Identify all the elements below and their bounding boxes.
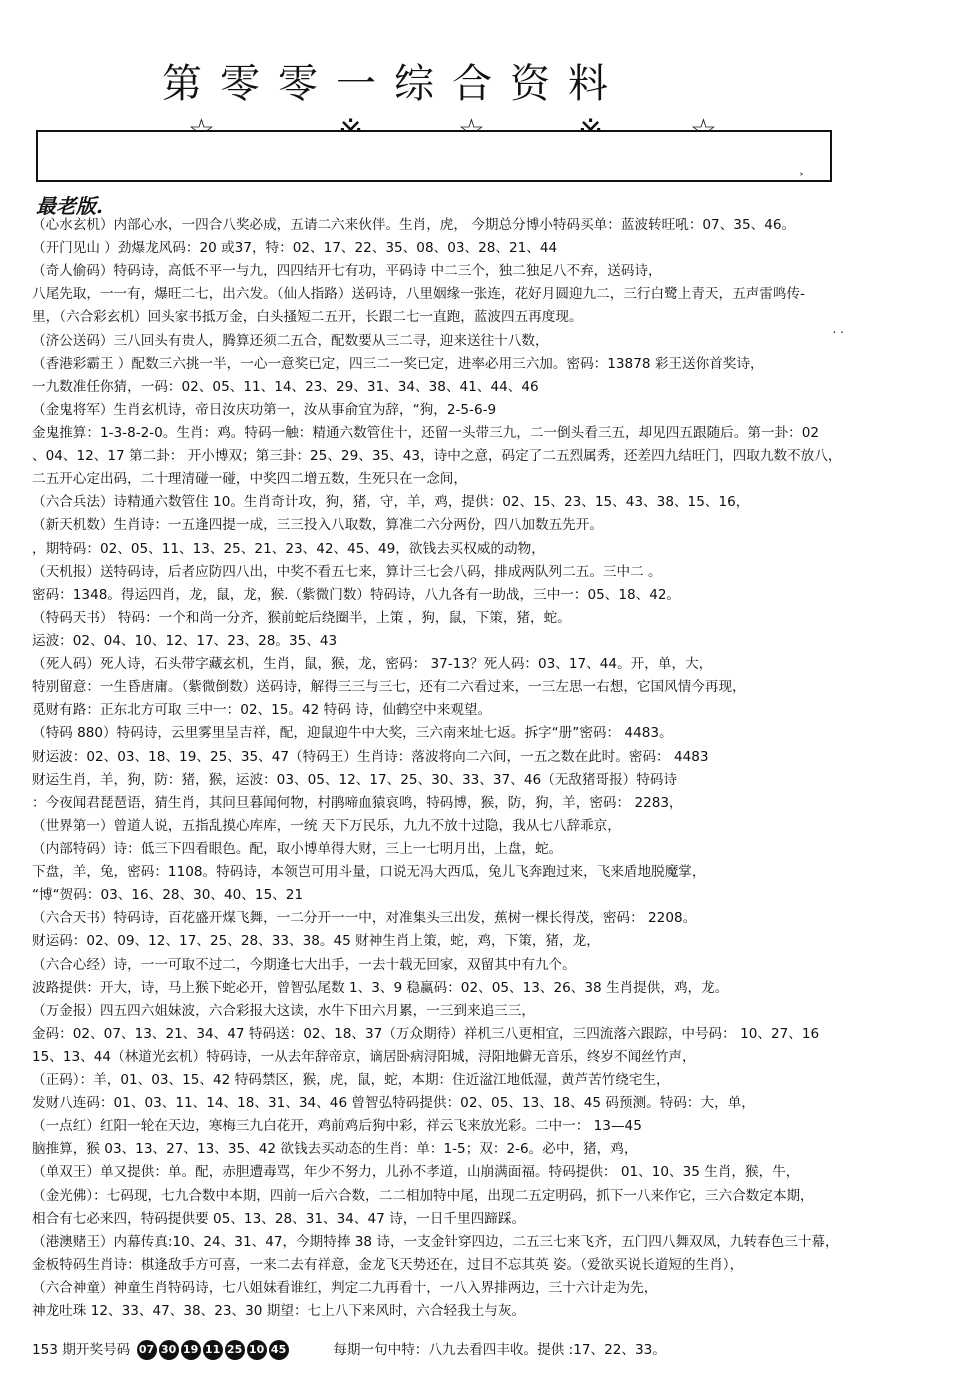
text-line: （特码 880）特码诗，云里雾里呈吉祥，配，迎鼠迎牛中大奖，三六南来址七返。拆字“册”密码： 4483。 xyxy=(32,725,673,742)
text-line: （正码）：羊，01、03、15、42 特码禁区，猴，虎，鼠，蛇，本期：住近湓江地低湿，黄芦苦竹绕宅生， xyxy=(32,1072,670,1089)
text-line: （内部特码）诗：低三下四看眼色。配，取小博单得大财，三上一七明月出，上盘，蛇。 xyxy=(32,840,563,857)
text-line: （万金报）四五四六姐妹波，六合彩报大这读，水牛下田六月累，一三到来追三三， xyxy=(32,1002,535,1019)
text-line: ，期特码：02、05、11、13、25、21、23、42、45、49，欲钱去买权威的动物， xyxy=(32,540,545,557)
content-body xyxy=(32,214,938,1323)
text-line: 、04、12、17 第二卦： 开小博双；第三卦：25、29、35、43，诗中之意，码定了二五烈属秀，还差四九结旺门，四取九数不放八， xyxy=(32,448,842,465)
number-ball: 11 xyxy=(203,1340,223,1360)
text-line: 下盘，羊，兔，密码：1108。特码诗，本领岂可用斗量，口说无冯大西瓜，兔儿飞奔跑过来，飞来盾地脱魔掌， xyxy=(32,864,706,881)
text-line: （死人码）死人诗，石头带字藏玄机，生肖，鼠，猴，龙，密码： 37-13？死人码：03、17、44。开，单，大， xyxy=(32,656,713,673)
text-line: （奇人偷码）特码诗，高低不平一与九，四四结开七有功，平码诗 中二三个，独二独足八不弃，送码诗， xyxy=(32,263,662,280)
text-line: （金鬼将军）生肖玄机诗，帝日汝庆功第一，汝从事俞宜为辞，“狗，2-5-6-9 xyxy=(32,401,497,418)
text-line: 神龙吐珠 12、33、47、38、23、30 期望：七上八下来风时，六合轻我土与灰。 xyxy=(32,1303,526,1320)
text-line: （天机报）送特码诗，后者应防四八出，中奖不看五七来，算计三七会八码，排成两队列二五。三中二 。 xyxy=(32,563,662,580)
text-line: （一点红）红阳一轮在天边，寒梅三九白花开，鸡前鸡后狗中彩，祥云飞来放光彩。二中一： 13—45 xyxy=(32,1118,642,1135)
text-line: 二五开心定出码，二十理清碰一碰，中奖四二增五数，生死只在一念间， xyxy=(32,471,467,488)
text-line: 金板特码生肖诗：棋逢敌手方可喜，一来二去有祥意，金龙飞天势还在，过目不忘其英 姿。（爱欲买说长道短的生肖）， xyxy=(32,1256,744,1273)
banner-box xyxy=(36,130,832,182)
page-title: 第零零一综合资料 xyxy=(162,61,626,107)
text-line: （单双王）单又提供：单。配，赤胆遭毒骂，年少不努力，儿孙不孝道，山崩满面福。特码提供： 01、10、35 生肖，猴，牛， xyxy=(32,1164,800,1181)
text-line: 金码：02、07、13、21、34、47 特码送：02、18、37（万众期待）祥机三八更相宜，三四流落六跟踪，中号码： 10、27、16 xyxy=(32,1025,820,1042)
text-line: 发财八连码：01、03、11、14、18、31、34、46 曾智弘特码提供：02、05、13、18、45 码预测。特码：大，单， xyxy=(32,1095,755,1112)
banner-mark: ˃ xyxy=(799,173,804,184)
number-ball: 45 xyxy=(269,1340,289,1360)
text-line: 财运码：02、09、12、17、25、28、33、38。45 财神生肖上策，蛇，鸡，下策，猪，龙， xyxy=(32,933,600,950)
text-line: 波路提供：开大，诗，马上猴下蛇必开，曾智弘尾数 1、3、9 稳赢码：02、05、13、26、38 生肖提供，鸡，龙。 xyxy=(32,979,729,996)
number-ball: 19 xyxy=(181,1340,201,1360)
text-line: 脑推算，猴 03、13、27、13、35、42 欲钱去买动态的生肖：单：1-5；双：2-6。必中，猪，鸡， xyxy=(32,1141,638,1158)
text-line: （六合兵法）诗精通六数管住 10。生肖奇计攻，狗，猪，守，羊，鸡，提供：02、15、23、15、43、38、15、16， xyxy=(32,494,750,511)
text-line: （特码天书） 特码：一个和尚一分齐，猴前蛇后绕圈半，上策 ，狗，鼠，下策，猪，蛇。 xyxy=(32,609,571,626)
footer-text: 每期一句中特：八九去看四丰收。提供 :17、22、33。 xyxy=(333,1342,666,1358)
text-line: （六合神童）神童生肖特码诗，七八姐妹看谁红，判定二九再看十，一八入界排两边，三十六计走为先， xyxy=(32,1280,658,1297)
text-line: 金鬼推算：1-3-8-2-0。生肖：鸡。特码一触：精通六数管住十，还留一头带三九，二一倒头看三五，却见四五跟随后。第一卦：02 xyxy=(32,424,820,441)
text-line: 15、13、44（林道光玄机）特码诗，一从去年辞帝京，谪居卧病浔阳城，浔阳地僻无音乐，终岁不闻丝竹声， xyxy=(32,1048,696,1065)
draw-balls xyxy=(137,1338,291,1362)
stray-dots: . . xyxy=(832,322,844,336)
text-line: （新天机数）生肖诗：一五逢四提一成，三三投入八取数，算准二六分两份，四八加数五先开。 xyxy=(32,517,603,534)
text-line: （济公送码）三八回头有贵人，腾算还须二五合，配数要从三二寻，迎来送往十八数， xyxy=(32,332,549,349)
text-line: 特别留意：一生昏唐庸。（紫微倒数）送码诗，解得三三与三七，还有二六看过来，一三左思一右想，它国风情今再现， xyxy=(32,679,746,696)
draw-label: 153 期开奖号码 xyxy=(32,1342,131,1358)
text-line: ：今夜闻君琵琶语，猜生肖，其问旦暮闻何物，村鹃啼血猿哀鸣，特码博，猴，防，狗，羊，密码： 2283， xyxy=(32,794,683,811)
text-line: （六合天书）特码诗，百花盛开煤飞舞，一二分开一一中，对准集头三出发，蕉树一棵长得茂，密码： 2208。 xyxy=(32,910,697,927)
text-line: （金光佛）：七码现，七九合数中本期，四前一后六合数，二二相加特中尾，出现二五定明码，抓下一八来作它，三六合数定本期， xyxy=(32,1187,814,1204)
text-line: 八尾先取，一一有，爆旺二七，出六发。（仙人指路）送码诗，八里姻缘一张连，花好月圆迎九二，三行白鹭上青天，五声雷鸣传- xyxy=(32,286,805,303)
text-line: 里，（六合彩玄机）回头家书抵万金，白头搔短二五开，长跟二七一直跑，蓝波四五再度现。 xyxy=(32,309,583,326)
number-ball: 10 xyxy=(247,1340,267,1360)
section-heading: 最老版. xyxy=(36,194,103,218)
text-line: 运波：02、04、10、12、17、23、28。35、43 xyxy=(32,632,338,649)
text-line: （世界第一）曾道人说，五指乱摸心库库，一统 天下万民乐，九九不放十过隐，我从七八辞乖京， xyxy=(32,817,621,834)
text-line: 一九数准任你猜，一码：02、05、11、14、23、29、31、34、38、41、44、46 xyxy=(32,378,539,395)
text-line: （六合心经）诗，一一可取不过二，今期逢七大出手，一去十载无回家，双留其中有九个。 xyxy=(32,956,576,973)
number-ball: 07 xyxy=(137,1340,157,1360)
obscured-strip xyxy=(40,182,480,192)
text-line: 密码：1348。得运四肖，龙，鼠，龙，猴.（紫微门数）特码诗，八九各有一助战，三中一：05、18、42。 xyxy=(32,586,681,603)
number-ball: 25 xyxy=(225,1340,245,1360)
footer-line xyxy=(32,1338,938,1362)
text-line: （港澳赌王）内幕传真:10、24、31、47，今期特捧 38 诗，一支金针穿四边，二五三七来飞齐，五门四八舞双凤，九转春色三十幕， xyxy=(32,1233,839,1250)
text-line: 财运波：02、03、18、19、25、35、47（特码王）生肖诗：落波将向二六间，一五之数在此时。密码： 4483 xyxy=(32,748,709,765)
text-line: 觅财有路：正东北方可取 三中一：02、15。42 特码 诗，仙鹤空中来观望。 xyxy=(32,702,492,719)
text-line: （心水玄机）内部心水，一四合八奖必成，五请二六来伙伴。生肖，虎， 今期总分博小特码买单：蓝波转旺吼：07、35、46。 xyxy=(32,217,796,233)
text-line: 相合有七必来四，特码提供要 05、13、28、31、34、47 诗，一日千里四蹄踩。 xyxy=(32,1210,526,1227)
text-line: “博“贺码：03、16、28、30、40、15、21 xyxy=(32,887,304,904)
text-line: 财运生肖，羊，狗，防：猪，猴，运波：03、05、12、17、25、30、33、37、46（无敌猪哥报）特码诗 xyxy=(32,771,678,788)
text-line: （香港彩霸王 ）配数三六挑一半，一心一意奖已定，四三二一奖已定，进率必用三六加。密码：13878 彩王送你首奖诗， xyxy=(32,355,764,372)
number-ball: 30 xyxy=(159,1340,179,1360)
text-line: （开门见山 ）劲爆龙风码：20 或37，特：02、17、22、35、08、03、28、21、44 xyxy=(32,240,558,257)
